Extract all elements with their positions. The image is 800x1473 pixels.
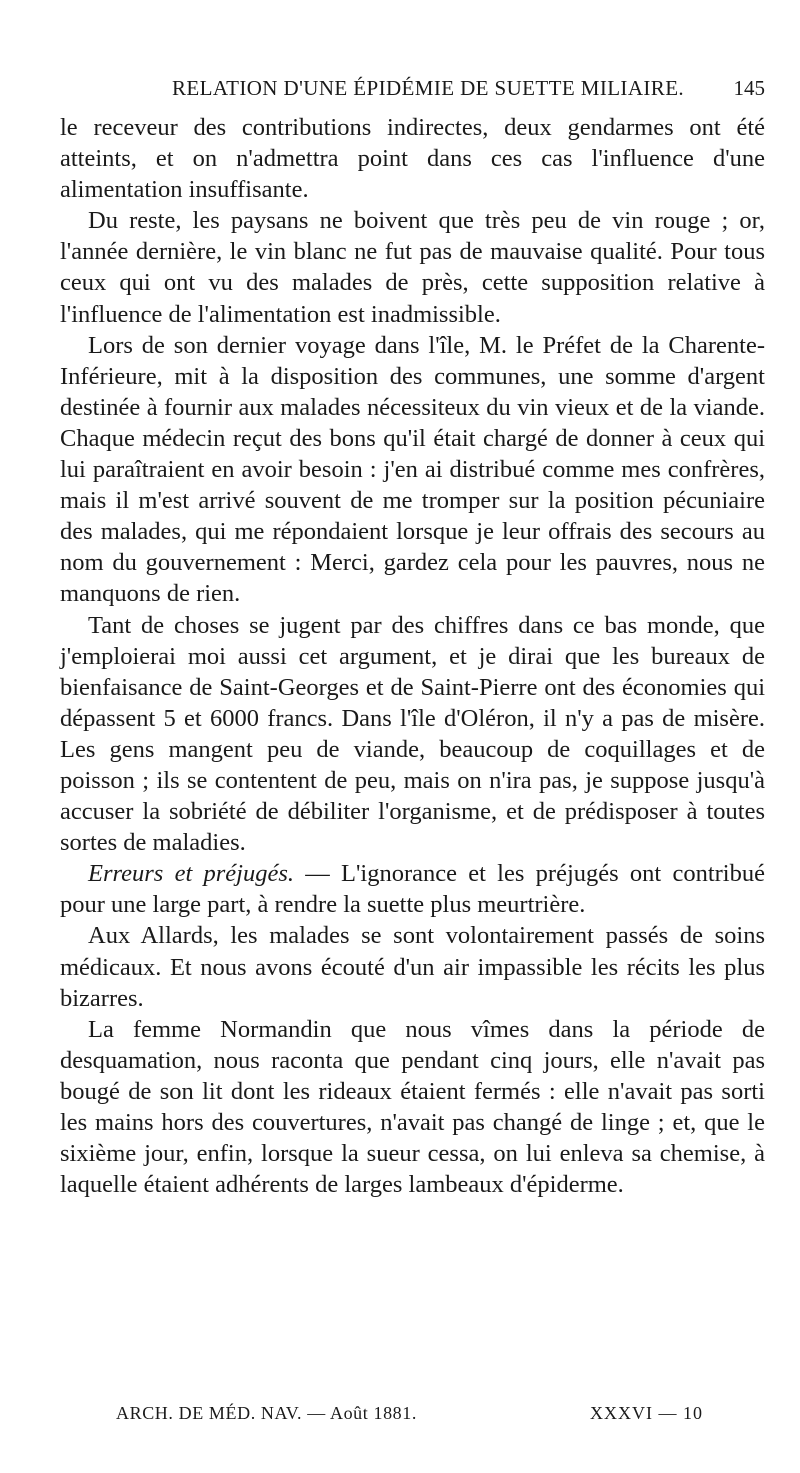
section-heading-inline: Erreurs et préjugés. bbox=[88, 860, 295, 888]
page-header bbox=[60, 74, 765, 104]
paragraph: Lors de son dernier voyage dans l'île, M. le Préfet de la Charente-Inférieure, mit à la disposition des communes, une somme d'argent destinée à fournir aux malades nécessiteux du vin vieux et de la viande. Chaque médecin reçut des bons qu'il était chargé de donner à ceux qui lui paraîtraient en avoir besoin : j'en ai distribué comme mes confrères, mais il m'est arrivé souvent de me tromper sur la position pécuniaire des malades, qui me répondaient lorsque je leur offrais des secours au nom du gouvernement : Merci, gardez cela pour les pauvres, nous ne manquons de rien. bbox=[60, 331, 765, 608]
paragraph: Aux Allards, les malades se sont volontairement passés de soins médicaux. Et nous avons écouté d'un air impassible les récits les plus bizarres. bbox=[60, 922, 765, 1012]
page-number: 145 bbox=[733, 76, 765, 100]
paragraph: Tant de choses se jugent par des chiffres dans ce bas monde, que j'emploierai moi aussi cet argument, et je dirai que les bureaux de bienfaisance de Saint-Georges et de Saint-Pierre ont des économies qui dépassent 5 et 6000 francs. Dans l'île d'Oléron, il n'y a pas de misère. Les gens mangent peu de viande, beaucoup de coquillages et de poisson ; ils se contentent de peu, mais on n'ira pas, je suppose jusqu'à accuser la sobriété de débiliter l'organisme, et de prédisposer à toutes sortes de maladies. bbox=[60, 611, 765, 857]
signature-mark: XXXVI — 10 bbox=[590, 1403, 703, 1423]
body-text bbox=[60, 112, 765, 1200]
paragraph: Du reste, les paysans ne boivent que très peu de vin rouge ; or, l'année dernière, le vin blanc ne fut pas de mauvaise qualité. Pour tous ceux qui ont vu des malades de près, cette supposition relative à l'influence de l'alimentation est inadmissible. bbox=[60, 207, 765, 328]
paragraph: le receveur des contributions indirectes, deux gendarmes ont été atteints, et on n'admettra point dans ces cas l'influence d'une alimentation insuffisante. bbox=[60, 114, 765, 204]
journal-reference: ARCH. DE MÉD. NAV. — Août 1881. bbox=[116, 1403, 417, 1423]
paragraph-text: — L'ignorance et les préjugés ont contribué pour une large part, à rendre la suette plus meurtrière. bbox=[60, 860, 765, 919]
running-title: RELATION D'UNE ÉPIDÉMIE DE SUETTE MILIAIRE. bbox=[172, 76, 685, 100]
page-footer bbox=[60, 1403, 765, 1429]
paragraph: La femme Normandin que nous vîmes dans la période de desquamation, nous raconta que pendant cinq jours, elle n'avait pas bougé de son lit dont les rideaux étaient fermés : elle n'avait pas sorti les mains hors des couvertures, n'avait pas changé de linge ; et, que le sixième jour, enfin, lorsque la sueur cessa, on lui enleva sa chemise, à laquelle étaient adhérents de larges lambeaux d'épiderme. bbox=[60, 1015, 765, 1199]
paragraph-errors-prejudices bbox=[60, 858, 765, 920]
